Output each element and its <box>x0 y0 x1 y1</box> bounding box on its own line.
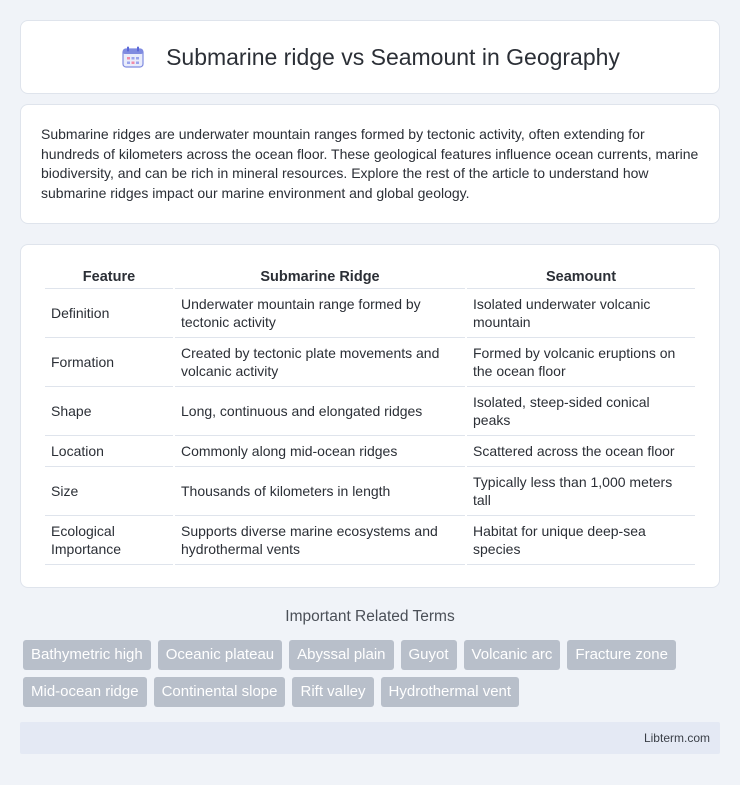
page-title: Submarine ridge vs Seamount in Geography <box>166 43 620 70</box>
intro-text: Submarine ridges are underwater mountain ranges formed by tectonic activity, often extending for hundreds of kilometers across the ocean floor. These geological features influence ocean currents, marine biodiversity, and can be rich in mineral resources. Explore the rest of the article to understand how submarine ridges impact our marine environment and global geology. <box>41 126 699 201</box>
calendar-icon <box>120 44 146 70</box>
tag-hydrothermal-vent[interactable]: Hydrothermal vent <box>381 677 520 707</box>
related-terms <box>23 640 723 714</box>
tag-continental-slope[interactable]: Continental slope <box>154 677 286 707</box>
feature-cell: Shape <box>45 387 173 436</box>
header-submarine-ridge: Submarine Ridge <box>175 265 465 289</box>
tag-bathymetric-high[interactable]: Bathymetric high <box>23 640 151 670</box>
seamount-cell: Habitat for unique deep-sea species <box>467 516 695 565</box>
seamount-cell: Formed by volcanic eruptions on the ocean floor <box>467 338 695 387</box>
tag-row <box>23 640 723 670</box>
feature-cell: Definition <box>45 289 173 338</box>
tag-volcanic-arc[interactable]: Volcanic arc <box>464 640 561 670</box>
feature-cell: Size <box>45 467 173 516</box>
tag-guyot[interactable]: Guyot <box>401 640 457 670</box>
footer <box>20 722 720 754</box>
seamount-cell: Scattered across the ocean floor <box>467 436 695 467</box>
tag-mid-ocean-ridge[interactable]: Mid-ocean ridge <box>23 677 147 707</box>
seamount-cell: Typically less than 1,000 meters tall <box>467 467 695 516</box>
related-terms-title: Important Related Terms <box>285 608 455 625</box>
ridge-cell: Commonly along mid-ocean ridges <box>175 436 465 467</box>
tag-row <box>23 677 723 707</box>
feature-cell: Ecological Importance <box>45 516 173 565</box>
table-row <box>45 436 695 467</box>
intro-card <box>20 104 720 224</box>
tag-fracture-zone[interactable]: Fracture zone <box>567 640 676 670</box>
tag-oceanic-plateau[interactable]: Oceanic plateau <box>158 640 282 670</box>
table-card <box>20 244 720 588</box>
footer-link[interactable]: Libterm.com <box>643 731 710 745</box>
table-row <box>45 516 695 565</box>
feature-cell: Formation <box>45 338 173 387</box>
table-row <box>45 387 695 436</box>
table-row <box>45 467 695 516</box>
seamount-cell: Isolated, steep-sided conical peaks <box>467 387 695 436</box>
seamount-cell: Isolated underwater volcanic mountain <box>467 289 695 338</box>
header-feature: Feature <box>45 265 173 289</box>
header-seamount: Seamount <box>467 265 695 289</box>
ridge-cell: Supports diverse marine ecosystems and hydrothermal vents <box>175 516 465 565</box>
header-card <box>20 20 720 94</box>
ridge-cell: Long, continuous and elongated ridges <box>175 387 465 436</box>
tag-abyssal-plain[interactable]: Abyssal plain <box>289 640 393 670</box>
feature-cell: Location <box>45 436 173 467</box>
comparison-table <box>43 265 697 565</box>
table-row <box>45 338 695 387</box>
table-header-row <box>45 265 695 289</box>
ridge-cell: Thousands of kilometers in length <box>175 467 465 516</box>
ridge-cell: Created by tectonic plate movements and volcanic activity <box>175 338 465 387</box>
tag-rift-valley[interactable]: Rift valley <box>292 677 373 707</box>
table-row <box>45 289 695 338</box>
ridge-cell: Underwater mountain range formed by tectonic activity <box>175 289 465 338</box>
